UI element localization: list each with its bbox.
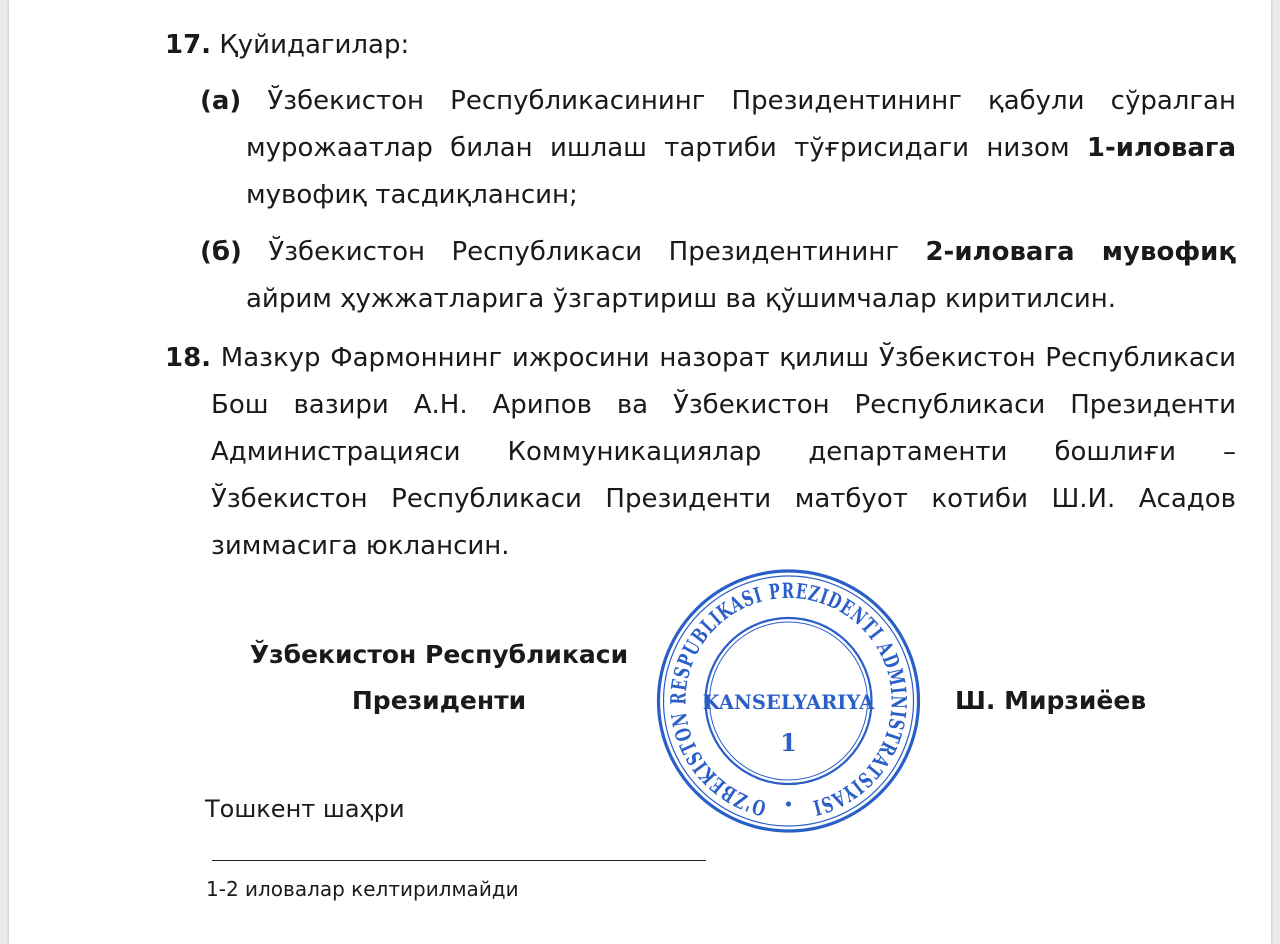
item-a-text-before: Ўзбекистон Республикасининг Президентининг қабули сўралган мурожаатлар билан ишлаш тартиби тўғрисидаги низом — [241, 86, 1236, 163]
city-label: Тошкент шаҳри — [205, 795, 405, 823]
item-b-bold: 2-иловага мувофиқ — [925, 237, 1236, 267]
item-17 — [165, 22, 1185, 69]
item-17-text: Қуйидагилар: — [211, 30, 410, 60]
item-18 — [165, 335, 1236, 570]
item-b — [200, 229, 1236, 323]
document-page — [9, 0, 1271, 944]
signer-name: Ш. Мирзиёев — [955, 686, 1147, 715]
item-17-number: 17. — [165, 30, 212, 60]
item-b-marker: (б) — [200, 237, 242, 267]
signature-title-line2: Президенти — [351, 686, 527, 715]
item-18-number: 18. — [165, 343, 212, 373]
item-a-bold: 1-иловага — [1086, 133, 1236, 163]
item-b-text-before: Ўзбекистон Республикаси Президентининг — [241, 237, 926, 267]
seal-dot-mark — [786, 801, 791, 806]
footnote-divider — [212, 860, 706, 861]
seal-center-number: 1 — [780, 728, 797, 757]
signature-title-line1: Ўзбекистон Республикаси — [249, 640, 629, 669]
official-seal — [651, 566, 926, 836]
footnote-text: 1-2 иловалар келтирилмайди — [206, 877, 519, 901]
seal-outer-text: O'ZBEKISTON RESPUBLIKASI PREZIDENTI ADMINISTRATSIYASI — [665, 577, 913, 822]
seal-center-text: KANSELYARIYA — [702, 691, 875, 714]
item-a — [200, 78, 1236, 219]
item-a-marker: (а) — [200, 86, 242, 116]
item-18-text: Мазкур Фармоннинг ижросини назорат қилиш Ўзбекистон Республикаси Бош вазири А.Н. Арипов ва Ўзбекистон Республикаси Президенти Администрацияси Коммуникациялар департаменти бошлиғи – Ўзбекистон Республикаси Президенти матбуот котиби Ш.И. Асадов зиммасига юклансин. — [211, 343, 1236, 561]
item-a-text-after: мувофиқ тасдиқлансин; — [246, 180, 578, 210]
item-b-text-after: айрим ҳужжатларига ўзгартириш ва қўшимчалар киритилсин. — [246, 284, 1117, 314]
